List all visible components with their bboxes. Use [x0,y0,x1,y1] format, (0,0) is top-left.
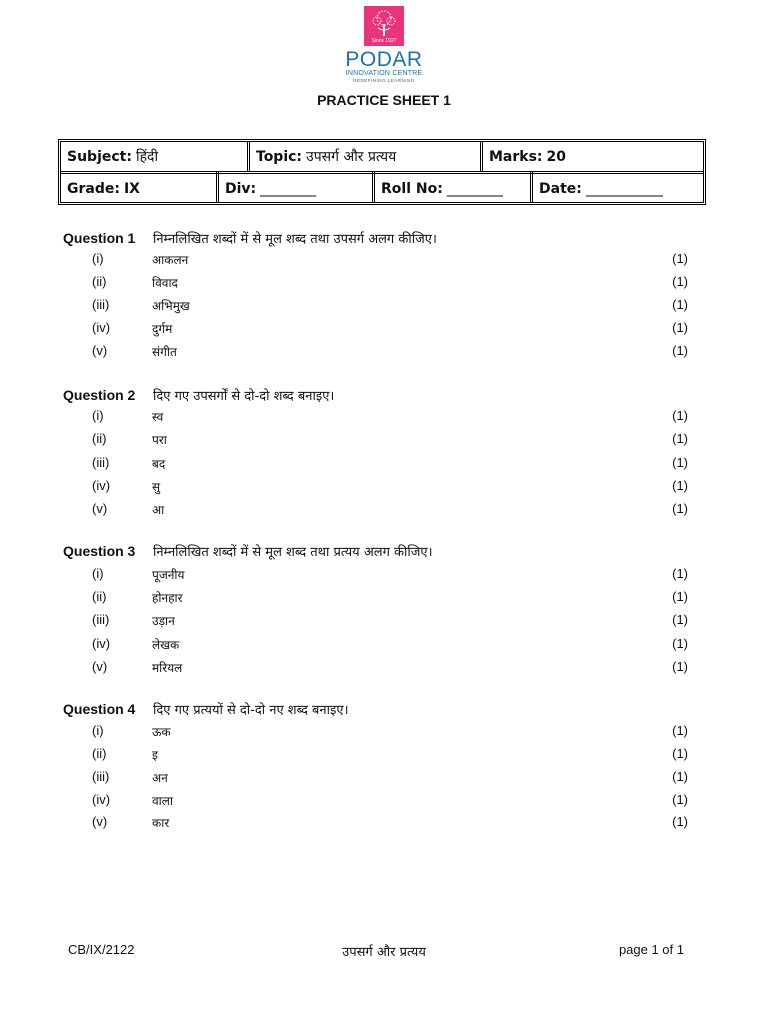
footer-page-number: page 1 of 1 [618,942,684,957]
item-word: दुर्गम [152,322,173,336]
item-mark: (1) [672,343,688,358]
topic-label: Topic: [256,148,303,165]
question-label: Question 1 [63,230,136,246]
list-item [92,501,692,521]
roll-cell [375,174,530,203]
item-number: (iv) [92,792,111,807]
logo-brand-name: PODAR [345,48,423,71]
item-word: बद [152,457,166,471]
roll-label: Roll No: [381,180,443,197]
item-word: मरियल [152,661,183,675]
item-number: (i) [92,566,104,581]
item-mark: (1) [672,566,688,581]
marks-cell [483,142,703,171]
item-word: स्व [152,410,164,424]
item-number: (i) [92,251,104,266]
logo-tagline: REDEFINING LEARNING [353,78,415,83]
item-mark: (1) [672,251,688,266]
item-mark: (1) [672,408,688,423]
item-word: सु [152,480,161,494]
item-number: (iv) [92,636,111,651]
list-item [92,297,692,317]
item-word: आकलन [152,253,189,267]
item-mark: (1) [672,455,688,470]
item-number: (iii) [92,297,110,312]
item-number: (v) [92,501,108,516]
list-item [92,455,692,475]
item-number: (i) [92,408,104,423]
list-item [92,612,692,632]
item-number: (ii) [92,589,107,604]
question-text: दिए गए उपसर्गों से दो-दो शब्द बनाइए। [153,389,335,404]
info-table [58,139,706,205]
question-text: निम्नलिखित शब्दों में से मूल शब्द तथा प्रत्यय अलग कीजिए। [153,545,433,560]
item-word: उड़ान [152,614,175,628]
item-word: परा [152,433,167,447]
question-text: निम्नलिखित शब्दों में से मूल शब्द तथा उपसर्ग अलग कीजिए। [153,232,437,247]
item-word: होनहार [152,591,183,605]
question-label: Question 4 [63,701,136,717]
list-item [92,746,692,766]
item-number: (ii) [92,274,107,289]
item-word: आ [152,503,165,517]
topic-cell [250,142,480,171]
item-mark: (1) [672,792,688,807]
item-mark: (1) [672,769,688,784]
item-mark: (1) [672,636,688,651]
item-number: (v) [92,659,108,674]
item-mark: (1) [672,478,688,493]
item-number: (v) [92,814,108,829]
div-value: ________ [260,180,317,197]
item-mark: (1) [672,501,688,516]
item-word: पूजनीय [152,568,185,582]
item-word: अभिमुख [152,299,190,313]
grade-value: IX [123,180,140,197]
list-item [92,251,692,271]
item-word: विवाद [152,276,178,290]
item-mark: (1) [672,612,688,627]
item-mark: (1) [672,659,688,674]
list-item [92,431,692,451]
item-mark: (1) [672,723,688,738]
question-3-heading [63,542,433,560]
question-1-heading [63,229,437,247]
logo-since-text: Since 1927 [371,38,397,44]
topic-value: उपसर्ग और प्रत्यय [306,149,397,165]
question-4-heading [63,700,349,718]
item-word: कार [152,816,170,830]
item-mark: (1) [672,320,688,335]
item-mark: (1) [672,431,688,446]
footer-code: CB/IX/2122 [68,942,135,957]
logo-subtitle: INNOVATION CENTRE [345,70,423,77]
item-word: इ [152,748,158,762]
subject-value: हिंदी [135,149,159,165]
subject-cell [61,142,247,171]
list-item [92,566,692,586]
item-number: (iv) [92,320,111,335]
item-mark: (1) [672,274,688,289]
list-item [92,792,692,812]
item-word: संगीत [152,345,177,359]
question-text: दिए गए प्रत्ययों से दो-दो नए शब्द बनाइए। [153,703,349,718]
marks-label: Marks: [489,148,543,165]
tree-logo-icon [364,6,404,46]
list-item [92,723,692,743]
item-word: वाला [152,794,174,808]
item-number: (iv) [92,478,111,493]
date-cell [533,174,703,203]
list-item [92,769,692,789]
item-mark: (1) [672,297,688,312]
question-label: Question 3 [63,543,136,559]
sheet-title: PRACTICE SHEET 1 [317,92,451,108]
list-item [92,478,692,498]
school-logo [336,6,432,84]
item-number: (ii) [92,431,107,446]
item-mark: (1) [672,746,688,761]
item-number: (iii) [92,612,110,627]
list-item [92,274,692,294]
div-label: Div: [225,180,257,197]
item-number: (i) [92,723,104,738]
item-word: अन [152,771,168,785]
date-value: ___________ [585,180,663,197]
item-word: लेखक [152,638,180,652]
list-item [92,589,692,609]
question-label: Question 2 [63,387,136,403]
date-label: Date: [539,180,582,197]
marks-value: 20 [546,148,567,165]
item-mark: (1) [672,814,688,829]
item-number: (ii) [92,746,107,761]
item-number: (iii) [92,769,110,784]
roll-value: ________ [446,180,503,197]
list-item [92,636,692,656]
list-item [92,659,692,679]
item-mark: (1) [672,589,688,604]
item-number: (iii) [92,455,110,470]
grade-label: Grade: [67,180,120,197]
item-word: ऊक [152,725,171,739]
list-item [92,320,692,340]
item-number: (v) [92,343,108,358]
div-cell [219,174,372,203]
grade-cell [61,174,216,203]
list-item [92,814,692,834]
list-item [92,343,692,363]
list-item [92,408,692,428]
subject-label: Subject: [67,148,132,165]
question-2-heading [63,386,334,404]
footer-topic: उपसर्ग और प्रत्यय [342,945,426,960]
